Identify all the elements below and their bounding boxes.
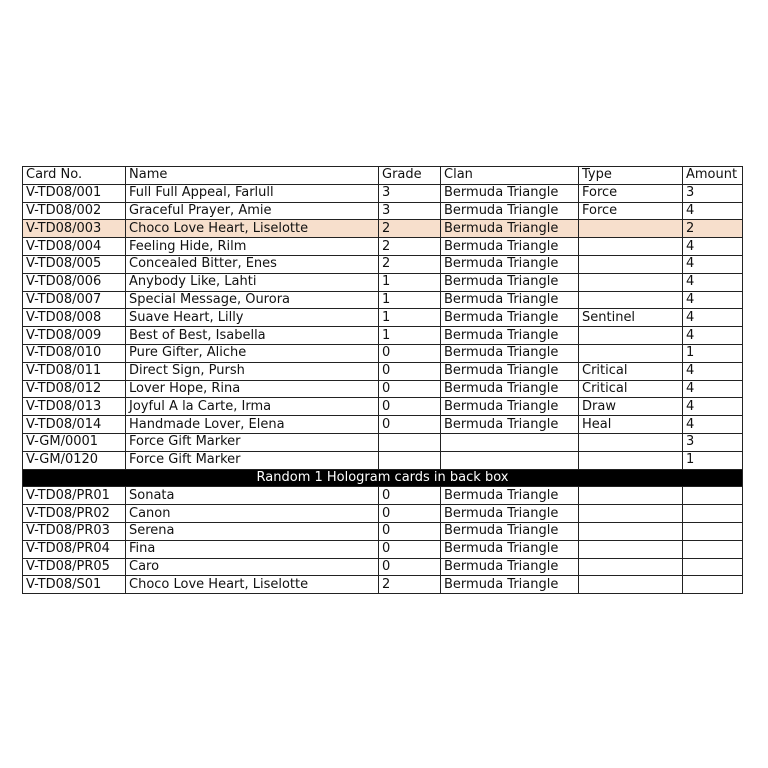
cell-type bbox=[579, 220, 683, 238]
cell-amount: 3 bbox=[683, 433, 743, 451]
cell-amount: 3 bbox=[683, 184, 743, 202]
cell-name: Force Gift Marker bbox=[126, 451, 379, 469]
cell-clan: Bermuda Triangle bbox=[441, 220, 579, 238]
cell-clan: Bermuda Triangle bbox=[441, 522, 579, 540]
cell-name: Choco Love Heart, Liselotte bbox=[126, 220, 379, 238]
cell-name: Serena bbox=[126, 522, 379, 540]
cell-grade: 1 bbox=[379, 273, 441, 291]
cell-name: Joyful A la Carte, Irma bbox=[126, 398, 379, 416]
header-name: Name bbox=[126, 167, 379, 185]
cell-clan: Bermuda Triangle bbox=[441, 398, 579, 416]
cell-type bbox=[579, 238, 683, 256]
cell-type: Draw bbox=[579, 398, 683, 416]
cell-amount: 4 bbox=[683, 202, 743, 220]
cell-amount: 4 bbox=[683, 398, 743, 416]
cell-name: Anybody Like, Lahti bbox=[126, 273, 379, 291]
cell-grade: 3 bbox=[379, 202, 441, 220]
cell-clan: Bermuda Triangle bbox=[441, 416, 579, 434]
cell-card-no: V-TD08/014 bbox=[23, 416, 126, 434]
cell-clan bbox=[441, 433, 579, 451]
cell-type bbox=[579, 291, 683, 309]
cell-type bbox=[579, 540, 683, 558]
cell-grade: 1 bbox=[379, 327, 441, 345]
cell-amount: 1 bbox=[683, 344, 743, 362]
cell-grade: 0 bbox=[379, 558, 441, 576]
table-row bbox=[23, 380, 743, 398]
table-row bbox=[23, 309, 743, 327]
hologram-banner-row bbox=[23, 469, 743, 487]
cell-grade: 2 bbox=[379, 238, 441, 256]
table-row bbox=[23, 202, 743, 220]
cell-grade: 0 bbox=[379, 487, 441, 505]
cell-amount: 4 bbox=[683, 291, 743, 309]
cell-amount: 4 bbox=[683, 380, 743, 398]
cell-amount bbox=[683, 522, 743, 540]
cell-grade bbox=[379, 451, 441, 469]
cell-grade: 0 bbox=[379, 522, 441, 540]
table-row bbox=[23, 238, 743, 256]
hologram-rows bbox=[23, 487, 743, 594]
cell-card-no: V-GM/0120 bbox=[23, 451, 126, 469]
table-row bbox=[23, 558, 743, 576]
header-amount: Amount bbox=[683, 167, 743, 185]
cell-name: Graceful Prayer, Amie bbox=[126, 202, 379, 220]
cell-card-no: V-TD08/013 bbox=[23, 398, 126, 416]
cell-amount: 4 bbox=[683, 327, 743, 345]
cell-amount bbox=[683, 558, 743, 576]
cell-card-no: V-TD08/011 bbox=[23, 362, 126, 380]
cell-name: Special Message, Ourora bbox=[126, 291, 379, 309]
cell-name: Force Gift Marker bbox=[126, 433, 379, 451]
cell-clan: Bermuda Triangle bbox=[441, 487, 579, 505]
cell-amount: 4 bbox=[683, 416, 743, 434]
cell-clan: Bermuda Triangle bbox=[441, 576, 579, 594]
cell-name: Canon bbox=[126, 505, 379, 523]
cell-card-no: V-TD08/005 bbox=[23, 255, 126, 273]
cell-amount: 2 bbox=[683, 220, 743, 238]
cell-card-no: V-TD08/PR02 bbox=[23, 505, 126, 523]
cell-card-no: V-TD08/PR03 bbox=[23, 522, 126, 540]
table-row bbox=[23, 184, 743, 202]
cell-type bbox=[579, 487, 683, 505]
cell-clan: Bermuda Triangle bbox=[441, 309, 579, 327]
cell-grade: 0 bbox=[379, 505, 441, 523]
cell-name: Direct Sign, Pursh bbox=[126, 362, 379, 380]
cell-type bbox=[579, 451, 683, 469]
cell-amount: 1 bbox=[683, 451, 743, 469]
cell-card-no: V-TD08/001 bbox=[23, 184, 126, 202]
cell-type: Critical bbox=[579, 362, 683, 380]
cell-card-no: V-TD08/003 bbox=[23, 220, 126, 238]
cell-amount: 4 bbox=[683, 309, 743, 327]
cell-clan: Bermuda Triangle bbox=[441, 273, 579, 291]
cell-type: Heal bbox=[579, 416, 683, 434]
cell-grade: 0 bbox=[379, 540, 441, 558]
cell-grade: 0 bbox=[379, 344, 441, 362]
cell-amount: 4 bbox=[683, 255, 743, 273]
table-row bbox=[23, 505, 743, 523]
cell-grade: 3 bbox=[379, 184, 441, 202]
cell-amount: 4 bbox=[683, 238, 743, 256]
cell-amount bbox=[683, 487, 743, 505]
cell-type bbox=[579, 558, 683, 576]
cell-type: Critical bbox=[579, 380, 683, 398]
card-list-sheet bbox=[22, 166, 742, 594]
table-row bbox=[23, 433, 743, 451]
cell-card-no: V-TD08/PR04 bbox=[23, 540, 126, 558]
table-row bbox=[23, 576, 743, 594]
cell-clan: Bermuda Triangle bbox=[441, 291, 579, 309]
cell-name: Sonata bbox=[126, 487, 379, 505]
cell-card-no: V-TD08/012 bbox=[23, 380, 126, 398]
table-row bbox=[23, 327, 743, 345]
cell-card-no: V-TD08/PR05 bbox=[23, 558, 126, 576]
card-rows bbox=[23, 184, 743, 469]
header-grade: Grade bbox=[379, 167, 441, 185]
cell-name: Choco Love Heart, Liselotte bbox=[126, 576, 379, 594]
header-card-no: Card No. bbox=[23, 167, 126, 185]
cell-grade: 2 bbox=[379, 576, 441, 594]
table-row bbox=[23, 416, 743, 434]
cell-type: Force bbox=[579, 202, 683, 220]
cell-grade: 1 bbox=[379, 309, 441, 327]
table-row bbox=[23, 273, 743, 291]
table-row bbox=[23, 220, 743, 238]
cell-clan bbox=[441, 451, 579, 469]
table-row bbox=[23, 255, 743, 273]
table-header-row bbox=[23, 167, 743, 185]
table-row bbox=[23, 362, 743, 380]
table-row bbox=[23, 522, 743, 540]
cell-grade: 1 bbox=[379, 291, 441, 309]
table-row bbox=[23, 344, 743, 362]
cell-amount bbox=[683, 540, 743, 558]
cell-grade bbox=[379, 433, 441, 451]
cell-grade: 0 bbox=[379, 416, 441, 434]
table-row bbox=[23, 398, 743, 416]
cell-clan: Bermuda Triangle bbox=[441, 238, 579, 256]
cell-grade: 0 bbox=[379, 362, 441, 380]
table-row bbox=[23, 451, 743, 469]
cell-name: Full Full Appeal, Farlull bbox=[126, 184, 379, 202]
cell-type bbox=[579, 433, 683, 451]
cell-type bbox=[579, 522, 683, 540]
cell-clan: Bermuda Triangle bbox=[441, 380, 579, 398]
cell-card-no: V-TD08/008 bbox=[23, 309, 126, 327]
cell-name: Fina bbox=[126, 540, 379, 558]
cell-clan: Bermuda Triangle bbox=[441, 184, 579, 202]
table-row bbox=[23, 291, 743, 309]
hologram-banner: Random 1 Hologram cards in back box bbox=[23, 469, 743, 487]
cell-grade: 2 bbox=[379, 220, 441, 238]
table-row bbox=[23, 540, 743, 558]
cell-card-no: V-TD08/S01 bbox=[23, 576, 126, 594]
cell-grade: 0 bbox=[379, 398, 441, 416]
header-clan: Clan bbox=[441, 167, 579, 185]
cell-type bbox=[579, 344, 683, 362]
cell-card-no: V-TD08/010 bbox=[23, 344, 126, 362]
cell-amount: 4 bbox=[683, 362, 743, 380]
table-row bbox=[23, 487, 743, 505]
cell-grade: 2 bbox=[379, 255, 441, 273]
cell-name: Concealed Bitter, Enes bbox=[126, 255, 379, 273]
cell-name: Lover Hope, Rina bbox=[126, 380, 379, 398]
cell-clan: Bermuda Triangle bbox=[441, 540, 579, 558]
cell-clan: Bermuda Triangle bbox=[441, 255, 579, 273]
cell-type: Force bbox=[579, 184, 683, 202]
cell-clan: Bermuda Triangle bbox=[441, 558, 579, 576]
cell-clan: Bermuda Triangle bbox=[441, 327, 579, 345]
cell-amount: 4 bbox=[683, 273, 743, 291]
cell-type: Sentinel bbox=[579, 309, 683, 327]
cell-card-no: V-TD08/002 bbox=[23, 202, 126, 220]
cell-clan: Bermuda Triangle bbox=[441, 202, 579, 220]
cell-clan: Bermuda Triangle bbox=[441, 344, 579, 362]
cell-amount bbox=[683, 576, 743, 594]
header-type: Type bbox=[579, 167, 683, 185]
cell-grade: 0 bbox=[379, 380, 441, 398]
cell-amount bbox=[683, 505, 743, 523]
cell-type bbox=[579, 576, 683, 594]
cell-name: Suave Heart, Lilly bbox=[126, 309, 379, 327]
cell-name: Best of Best, Isabella bbox=[126, 327, 379, 345]
cell-card-no: V-TD08/PR01 bbox=[23, 487, 126, 505]
cell-name: Feeling Hide, Rilm bbox=[126, 238, 379, 256]
cell-clan: Bermuda Triangle bbox=[441, 362, 579, 380]
cell-type bbox=[579, 273, 683, 291]
cell-type bbox=[579, 505, 683, 523]
cell-type bbox=[579, 327, 683, 345]
cell-name: Caro bbox=[126, 558, 379, 576]
cell-card-no: V-TD08/004 bbox=[23, 238, 126, 256]
cell-clan: Bermuda Triangle bbox=[441, 505, 579, 523]
cell-card-no: V-GM/0001 bbox=[23, 433, 126, 451]
cell-card-no: V-TD08/009 bbox=[23, 327, 126, 345]
cell-name: Handmade Lover, Elena bbox=[126, 416, 379, 434]
cell-card-no: V-TD08/007 bbox=[23, 291, 126, 309]
cell-type bbox=[579, 255, 683, 273]
card-list-table bbox=[22, 166, 743, 594]
cell-name: Pure Gifter, Aliche bbox=[126, 344, 379, 362]
cell-card-no: V-TD08/006 bbox=[23, 273, 126, 291]
